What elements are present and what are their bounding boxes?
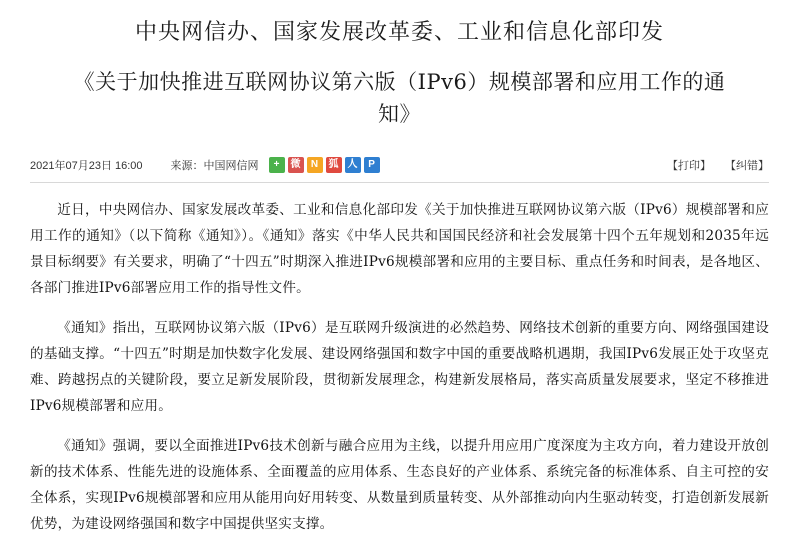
article-actions [667,157,769,173]
share-icon-group [269,157,380,173]
bracket-right: 】 [758,160,769,172]
share-icon-renren[interactable]: 人 [345,157,361,173]
share-icon-plus[interactable]: + [269,157,285,173]
share-icon-weibo[interactable]: 微 [288,157,304,173]
bracket-mid-right: 】 [700,160,711,172]
bracket-left: 【 [667,160,678,172]
article-meta-bar [30,152,769,178]
headline-section [0,0,799,130]
share-icon-qzone[interactable]: N [307,157,323,173]
page-subtitle: 《关于加快推进互联网协议第六版（IPv6）规模部署和应用工作的通知》 [73,70,726,126]
source-name: 中国网信网 [203,160,259,172]
print-button[interactable]: 打印 [678,160,700,172]
share-icon-more[interactable]: P [364,157,380,173]
article-paragraph: 《通知》强调，要以全面推进IPv6技术创新与融合应用为主线，以提升用应用广度深度为主攻方向，着力建设开放创新的技术体系、性能先进的设施体系、全面覆盖的应用体系、生态良好的产业体系、系统完备的标准体系、自主可控的安全体系，实现IPv6规模部署和应用从能用向好用转变、从数量到质量转变、从外部推动向内生驱动转变，打造创新发展新优势，为建设网络强国和数字中国提供坚实支撑。 [30,438,769,532]
bracket-mid-left: 【 [725,160,736,172]
publish-date: 2021年07月23日 16:00 [30,160,143,172]
page-title: 中央网信办、国家发展改革委、工业和信息化部印发 [134,20,664,45]
share-icon-sohu[interactable]: 狐 [326,157,342,173]
article-paragraph: 《通知》指出，互联网协议第六版（IPv6）是互联网升级演进的必然趋势、网络技术创新的重要方向、网络强国建设的基础支撑。“十四五”时期是加快数字化发展、建设网络强国和数字中国的重要战略机遇期，我国IPv6发展正处于攻坚克难、跨越拐点的关键阶段，要立足新发展阶段，贯彻新发展理念，构建新发展格局，落实高质量发展要求，坚定不移推进IPv6规模部署和应用。 [30,320,769,414]
article-body [30,183,769,537]
source-label: 来源： [170,160,204,172]
article-paragraph: 近日，中央网信办、国家发展改革委、工业和信息化部印发《关于加快推进互联网协议第六版（IPv6）规模部署和应用工作的通知》（以下简称《通知》）。《通知》落实《中华人民共和国国民经济和社会发展第十四个五年规划和2035年远景目标纲要》有关要求，明确了“十四五”时期深入推进IPv6规模部署和应用的主要目标、重点任务和时间表，是各地区、各部门推进IPv6部署应用工作的指导性文件。 [30,202,769,296]
correct-button[interactable]: 纠错 [736,160,758,172]
